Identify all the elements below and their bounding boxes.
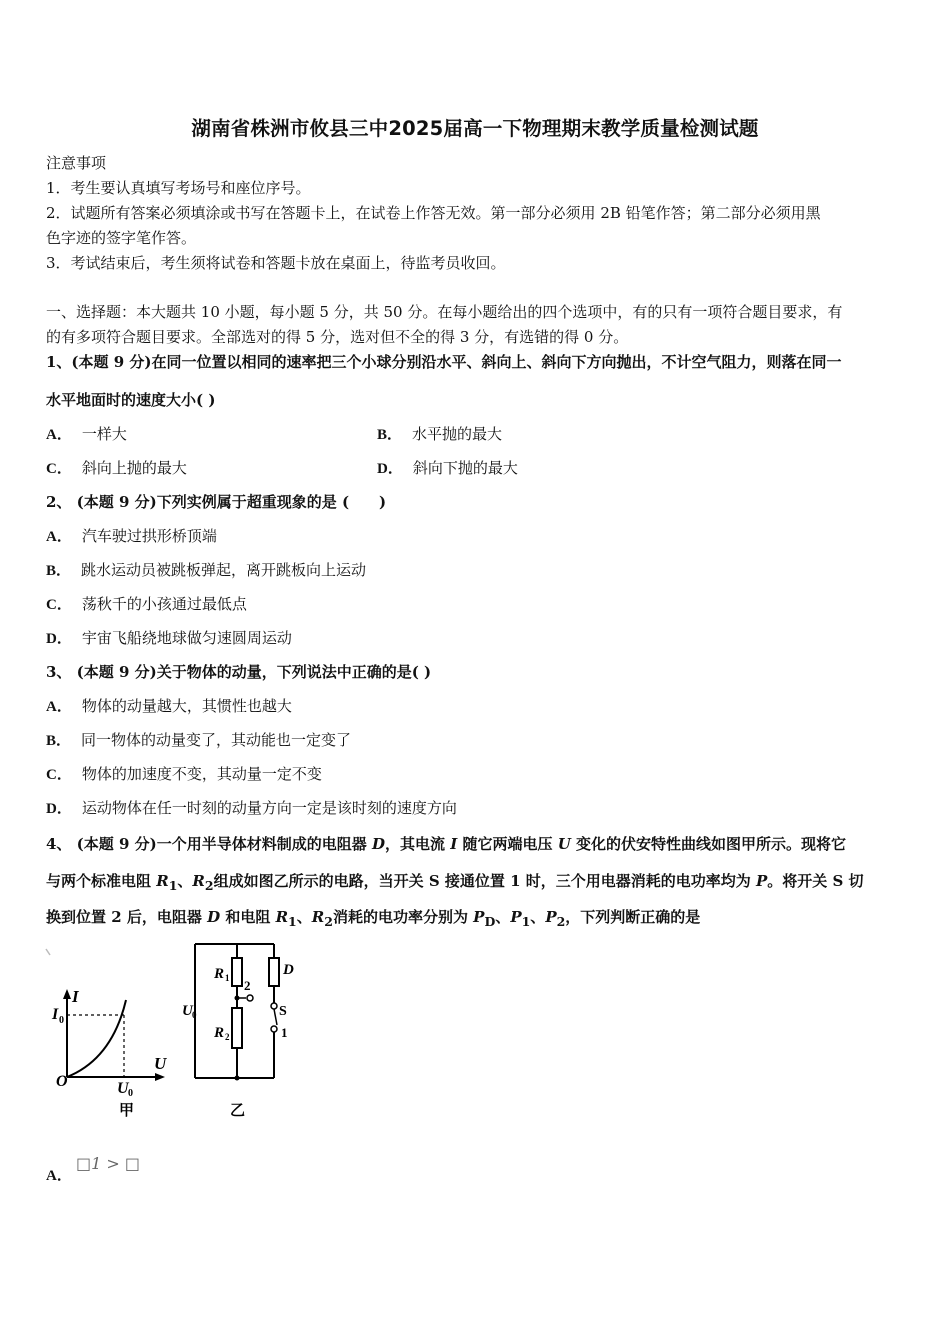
switch-pivot	[271, 1003, 277, 1009]
label-i: I	[72, 987, 79, 1006]
q3-option-d: D． 运动物体在任一时刻的动量方向一定是该时刻的速度方向	[46, 799, 457, 817]
q1-option-d: D． 斜向下抛的最大	[377, 459, 518, 477]
q1-stem-1: 1、(本题 9 分)在同一位置以相同的速率把三个小球分别沿水平、斜向上、斜向下方向抛出，不计空气阻力，则落在同一	[46, 353, 842, 371]
q4-option-a-text: □1 > □	[76, 1154, 140, 1173]
q2-option-c: C． 荡秋千的小孩通过最低点	[46, 595, 247, 613]
q1-option-b: B． 水平抛的最大	[377, 425, 503, 443]
switch-blade	[274, 1009, 277, 1025]
notice-item-2-cont: 色字迹的签字笔作答。	[46, 229, 197, 247]
label-u0-sub: 0	[128, 1088, 133, 1099]
q1-stem-2: 水平地面时的速度大小( )	[46, 391, 216, 409]
notice-item-2: 2．试题所有答案必须填涂或书写在答题卡上，在试卷上作答无效。第一部分必须用 2B 铅笔作答；第二部分必须用黑	[46, 204, 821, 222]
page-title: 湖南省株洲市攸县三中2025届高一下物理期末教学质量检测试题	[191, 117, 759, 140]
label-r2: R	[214, 1025, 225, 1041]
label-d: D	[283, 962, 294, 978]
caption-yi: 乙	[230, 1103, 246, 1119]
label-u0: U	[117, 1080, 129, 1097]
label-i0: I	[52, 1006, 59, 1023]
q4-stem-1: 4、 (本题 9 分)一个用半导体材料制成的电阻器 D，其电流 I 随它两端电压 U 变化的伏安特性曲线如图甲所示。现将它	[46, 835, 847, 853]
q4-stem-2: 与两个标准电阻 $R_1$、$R_2$组成如图乙所示的电路，当开关 S 接通位置 1 时，三个用电器消耗的电功率均为 P。将开关 S 切	[46, 872, 864, 893]
q2-option-b: B． 跳水运动员被跳板弹起，离开跳板向上运动	[46, 561, 367, 579]
label-u: U	[154, 1054, 167, 1073]
q3-stem: 3、 (本题 9 分)关于物体的动量，下列说法中正确的是( )	[46, 663, 432, 681]
section-intro-1: 一、选择题：本大题共 10 小题，每小题 5 分，共 50 分。在每小题给出的四个选项中，有的只有一项符合题目要求，有	[46, 303, 843, 321]
notice-heading: 注意事项	[46, 154, 107, 172]
label-pos1: 1	[281, 1025, 288, 1040]
resistor-r2	[232, 1008, 242, 1048]
iv-curve	[67, 1000, 126, 1077]
notice-item-3: 3．考试结束后，考生须将试卷和答题卡放在桌面上，待监考员收回。	[46, 254, 506, 272]
label-r1: R	[214, 966, 225, 982]
q1-option-a: A． 一样大	[46, 425, 127, 443]
q3-option-b: B． 同一物体的动量变了，其动能也一定变了	[46, 731, 352, 749]
label-s: S	[279, 1004, 287, 1019]
label-r2-sub: 2	[225, 1032, 230, 1042]
q1-option-c: C． 斜向上抛的最大	[46, 459, 187, 477]
q3-option-c: C． 物体的加速度不变，其动量一定不变	[46, 765, 322, 783]
figure-yi-circuit	[180, 938, 310, 1123]
q4-stem-3: 换到位置 2 后，电阻器 D 和电阻 $R_1$、$R_2$消耗的电功率分别为 $P_D$、$P_1$、$P_2$，下列判断正确的是	[46, 908, 701, 929]
q3-option-a: A． 物体的动量越大，其惯性也越大	[46, 697, 292, 715]
switch-terminal-1	[271, 1026, 277, 1032]
switch-terminal-2	[247, 995, 253, 1001]
resistor-d	[269, 958, 279, 986]
label-origin: O	[56, 1073, 68, 1090]
notice-item-1: 1．考生要认真填写考场号和座位序号。	[46, 179, 311, 197]
q2-option-d: D． 宇宙飞船绕地球做匀速圆周运动	[46, 629, 292, 647]
section-intro-2: 的有多项符合题目要求。全部选对的得 5 分，选对但不全的得 3 分，有选错的得 0 分。	[46, 328, 629, 346]
figure-jia-iu-curve	[44, 945, 179, 1125]
label-u0: U	[182, 1003, 193, 1019]
caption-jia: 甲	[119, 1103, 135, 1119]
resistor-r1	[232, 958, 242, 986]
y-axis-arrow	[63, 989, 71, 999]
q2-stem: 2、 (本题 9 分)下列实例属于超重现象的是 ( )	[46, 493, 387, 511]
q2-option-a: A． 汽车驶过拱形桥顶端	[46, 527, 217, 545]
label-u0-sub: 0	[192, 1010, 197, 1020]
label-i0-sub: 0	[59, 1015, 64, 1026]
label-pos2: 2	[244, 978, 251, 993]
figure-speck	[46, 949, 50, 955]
junction-bottom-dot	[235, 1076, 240, 1081]
x-axis-arrow	[155, 1073, 165, 1081]
q4-option-a-label: A．	[46, 1168, 72, 1184]
label-r1-sub: 1	[225, 973, 230, 983]
